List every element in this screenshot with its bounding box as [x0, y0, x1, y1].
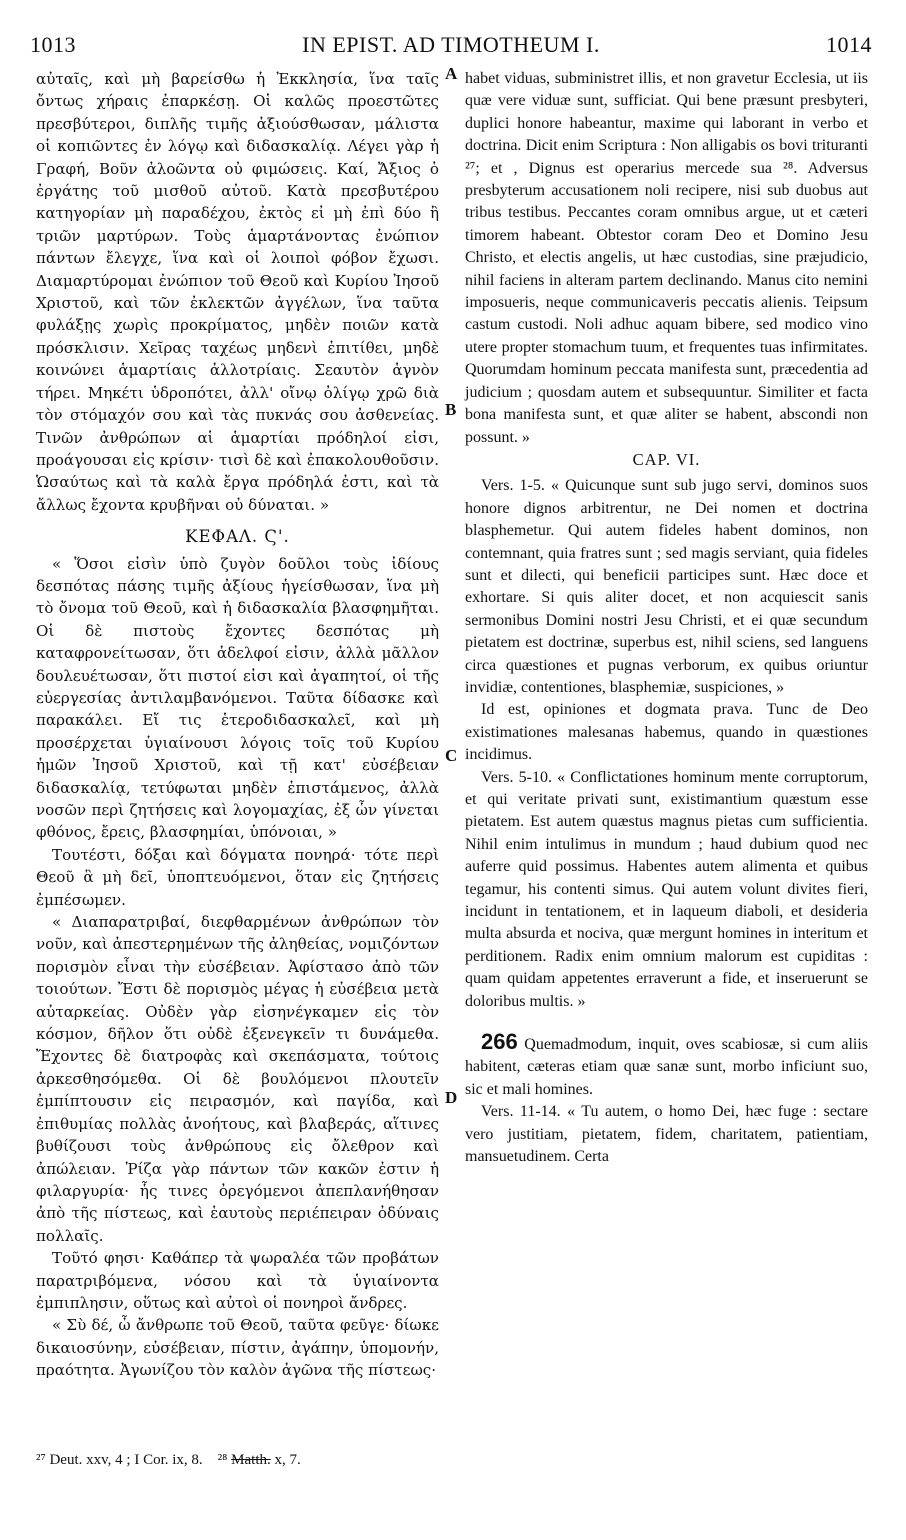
running-title: IN EPIST. AD TIMOTHEUM I. [302, 32, 600, 57]
greek-chapter-heading: ΚΕΦΑΛ. Ϛ'. [185, 527, 290, 547]
footnotes [36, 1452, 456, 1469]
greek-paragraph-6: « Σὺ δέ, ὦ ἄνθρωπε τοῦ Θεοῦ, ταῦτα φεῦγε· δίωκε δικαιοσύνην, εὐσέβειαν, πίστιν, ἀγάπην, ὑπομονήν, πραότητα. Ἀγωνίζου τὸν καλὸν ἀγῶνα τῆς πίστεως· [36, 1316, 439, 1380]
latin-paragraph-1: habet viduas, subministret illis, et non gravetur Ecclesia, ut iis quæ vere viduæ sunt, sufficiat. Qui bene præsunt presbyteri, duplici honore habeantur, maxime qui laborant in verbo et doctrina. Dicit enim Scriptura : Non alligabis os bovi trituranti ²⁷; et , Dignus est operarius mercede sua ²⁸. Adversus presbyterum accusationem noli recipere, nisi sub duobus aut tribus testibus. Peccantes coram omnibus argue, ut et cæteri timorem habeant. Obtestor coram Deo et Domino Jesu Christo, et electis angelis, ut hæc custodias, sine præjudicio, nihil faciens in alteram partem declinando. Manus cito nemini imposueris, neque communicaveris peccatis alienis. Teipsum castum custodi. Noli adhuc aquam bibere, sed modico vino utere propter stomachum tuum, et frequentes tuas infirmitates. Quorumdam hominum peccata manifesta sunt, præcedentia ad judicium ; quosdam autem et subsequuntur. Similiter et facta bona manifesta sunt, et quæ aliter se habent, abscondi non possunt. » [465, 70, 868, 446]
greek-paragraph-3: Τουτέστι, δόξαι καὶ δόγματα πονηρά· τότε περὶ Θεοῦ ἃ μὴ δεῖ, ὑποπτευόμενοι, ὅταν εἰς ζητήσεις ἐμπέσωμεν. [36, 845, 439, 909]
page-number-right: 1014 [826, 32, 872, 57]
latin-column [465, 68, 868, 1169]
latin-chapter-heading: CAP. VI. [632, 449, 701, 469]
latin-paragraph-6: Vers. 11-14. « Tu autem, o homo Dei, hæc fuge : sectare vero justitiam, pietatem, fidem, charitatem, patientiam, mansuetudinem. Certa [465, 1103, 868, 1166]
section-marker-c: C [445, 746, 458, 765]
latin-paragraph-5 [465, 1031, 868, 1101]
section-marker-b: B [445, 400, 457, 419]
greek-paragraph-4: « Διαπαρατριβαί, διεφθαρμένων ἀνθρώπων τὸν νοῦν, καὶ ἀπεστερημένων τῆς ἀληθείας, νομιζόντων πορισμὸν εἶναι τὴν εὐσέβειαν. Ἀφίστασο ἀπὸ τῶν τοιούτων. Ἔστι δὲ πορισμὸς μέγας ἡ εὐσέβεια μετὰ αὐταρκείας. Οὐδὲν γὰρ εἰσηνέγκαμεν εἰς τὸν κόσμον, δῆλον ὅτι οὐδὲ ἐξενεγκεῖν τι δυνάμεθα. Ἔχοντες δὲ διατροφὰς καὶ σκεπάσματα, τούτοις ἀρκεσθησόμεθα. Οἱ δὲ βουλόμενοι πλουτεῖν ἐμπίπτουσιν εἰς πειρασμόν, καὶ παγίδα, καὶ ἐπιθυμίας πολλὰς ἀνοήτους, καὶ βλαβεράς, αἵτινες βυθίζουσι τοὺς ἀνθρώπους εἰς ὄλεθρον καὶ ἀπώλειαν. Ῥίζα γὰρ πάντων τῶν κακῶν ἐστιν ἡ φιλαργυρία· ἧς τινες ὀρεγόμενοι ἀπεπλανήθησαν ἀπὸ τῆς πίστεως, καὶ ἑαυτοὺς περιέπειραν ὀδύναις πολλαῖς. [36, 913, 439, 1245]
latin-paragraph-4: Vers. 5-10. « Conflictationes hominum mente corruptorum, et qui veritate privati sunt, existimantium quæstum esse pietatem. Est autem quæstus magnus pietas cum sufficientia. Nihil enim intulimus in mundum ; haud dubium quod nec auferre quid possimus. Habentes autem alimenta et quibus tegamur, his contenti simus. Qui autem volunt divites fieri, incidunt in tentationem, et in laqueum diaboli, et desideria multa absurda et nociva, quæ mergunt homines in interitum et perditionem. Radix enim omnium malorum est cupiditas : quam quidam appetentes erraverunt a fide, et inseruerunt se doloribus multis. » [465, 768, 868, 1010]
section-marker-d: D [445, 1088, 458, 1107]
page-number-left: 1013 [30, 32, 76, 57]
latin-paragraph-3: Id est, opiniones et dogmata prava. Tunc de Deo existimationes malesanas habemus, quando in quæstiones incidimus. [465, 701, 868, 764]
footnote-28-struck: Matth. [231, 1452, 271, 1468]
footnote-28-rest: x, 7. [274, 1452, 301, 1468]
printed-page-number: 266 [481, 1029, 518, 1055]
section-marker-a: A [445, 64, 458, 83]
greek-paragraph-5: Τοῦτό φησι· Καθάπερ τὰ ψωραλέα τῶν προβάτων παρατριβόμενα, νόσου καὶ τὰ ὑγιαίνοντα ἐμπιπλησιν, οὕτως καὶ αὐτοὶ οἱ πονηροὶ ἄνδρες. [36, 1249, 439, 1312]
footnote-27: ²⁷ Deut. xxv, 4 ; I Cor. ix, 8. [36, 1452, 203, 1468]
latin-paragraph-2: Vers. 1-5. « Quicunque sunt sub jugo servi, dominos suos honore dignos arbitrentur, ne Dei nomen et doctrina blasphemetur. Qui autem fideles habent dominos, non contemnant, quia fratres sunt ; sed magis serviant, quia fideles sunt et dilecti, qui beneficii participes sunt. Hæc doce et exhortare. Si quis aliter docet, et non acquiescit sanis sermonibus Domini nostri Jesu Christi, et ei quæ secundum pietatem est doctrinæ, superbus est, nihil sciens, sed languens circa quæstiones et pugnas verborum, ex quibus oriuntur invidiæ, contentiones, blasphemiæ, suspiciones, » [465, 477, 868, 696]
greek-paragraph-2: « Ὅσοι εἰσὶν ὑπὸ ζυγὸν δοῦλοι τοὺς ἰδίους δεσπότας πάσης τιμῆς ἀξίους ἡγείσθωσαν, ἵνα μὴ τὸ ὄνομα τοῦ Θεοῦ, καὶ ἡ διδασκαλία βλασφημῆται. Οἱ δὲ πιστοὺς ἔχοντες δεσπότας μὴ καταφρονείτωσαν, ὅτι ἀδελφοί εἰσιν, ἀλλὰ μᾶλλον δουλευέτωσαν, ὅτι πιστοί εἰσι καὶ ἀγαπητοί, οἱ τῆς εὐεργεσίας ἀντιλαμβανόμενοι. Ταῦτα δίδασκε καὶ παρακάλει. Εἴ τις ἑτεροδιδασκαλεῖ, καὶ μὴ προσέρχεται ὑγιαίνουσι λόγοις τοῖς τοῦ Κυρίου ἡμῶν Ἰησοῦ Χριστοῦ, καὶ τῇ κατ' εὐσέβειαν διδασκαλίᾳ, τετύφωται μηδὲν ἐπιστάμενος, ἀλλὰ νοσῶν περὶ ζητήσεις καὶ λογομαχίας, ἐξ ὧν γίνεται φθόνος, ἔρεις, βλασφημίαι, ὑπόνοιαι, » [36, 554, 439, 842]
latin-paragraph-5-text: Quemadmodum, inquit, oves scabiosæ, si cum aliis habitent, cæteras etiam quæ sanæ sunt, morbo inficiunt suo, sic et mali homines. [465, 1036, 869, 1098]
footnote-28-label: ²⁸ [217, 1452, 228, 1468]
page-header [30, 14, 872, 57]
greek-column [36, 68, 439, 1382]
greek-paragraph-1: αὐταῖς, καὶ μὴ βαρείσθω ἡ Ἐκκλησία, ἵνα ταῖς ὄντως χήραις ἐπαρκέσῃ. Οἱ καλῶς προεστῶτες πρεσβύτεροι, διπλῆς τιμῆς ἀξιούσθωσαν, μάλιστα οἱ κοπιῶντες ἐν λόγῳ καὶ διδασκαλίᾳ. Λέγει γὰρ ἡ Γραφή, Βοῦν ἀλοῶντα οὐ φιμώσεις. Καί, Ἄξιος ὁ ἐργάτης τοῦ μισθοῦ αὐτοῦ. Κατὰ πρεσβυτέρου κατηγορίαν μὴ παραδέχου, ἐκτὸς εἰ μὴ ἐπὶ δύο ἢ τριῶν μαρτύρων. Τοὺς ἁμαρτάνοντας ἐνώπιον πάντων ἔλεγχε, ἵνα καὶ οἱ λοιποὶ φόβον ἔχωσι. Διαμαρτύρομαι ἐνώπιον τοῦ Θεοῦ καὶ Κυρίου Ἰησοῦ Χριστοῦ, καὶ τῶν ἐκλεκτῶν ἀγγέλων, ἵνα ταῦτα φυλάξῃς χωρὶς προκρίματος, μηδὲν ποιῶν κατὰ πρόσκλισιν. Χεῖρας ταχέως μηδενὶ ἐπιτίθει, μηδὲ κοινώνει ἁμαρτίαις ἀλλοτρίαις. Σεαυτὸν ἁγνὸν τήρει. Μηκέτι ὑδροπότει, ἀλλ' οἴνῳ ὀλίγῳ χρῶ διὰ τὸν στόμαχόν σου καὶ τὰς πυκνάς σου ἀσθενείας. Τινῶν ἀνθρώπων αἱ ἁμαρτίαι πρόδηλοί εἰσι, προάγουσαι εἰς κρίσιν· τισὶ δὲ καὶ ἐπακολουθοῦσιν. Ὡσαύτως καὶ τὰ καλὰ ἔργα πρόδηλά ἐστι, καὶ τὰ ἄλλως ἔχοντα κρυβῆναι οὐ δύναται. » [36, 70, 439, 514]
